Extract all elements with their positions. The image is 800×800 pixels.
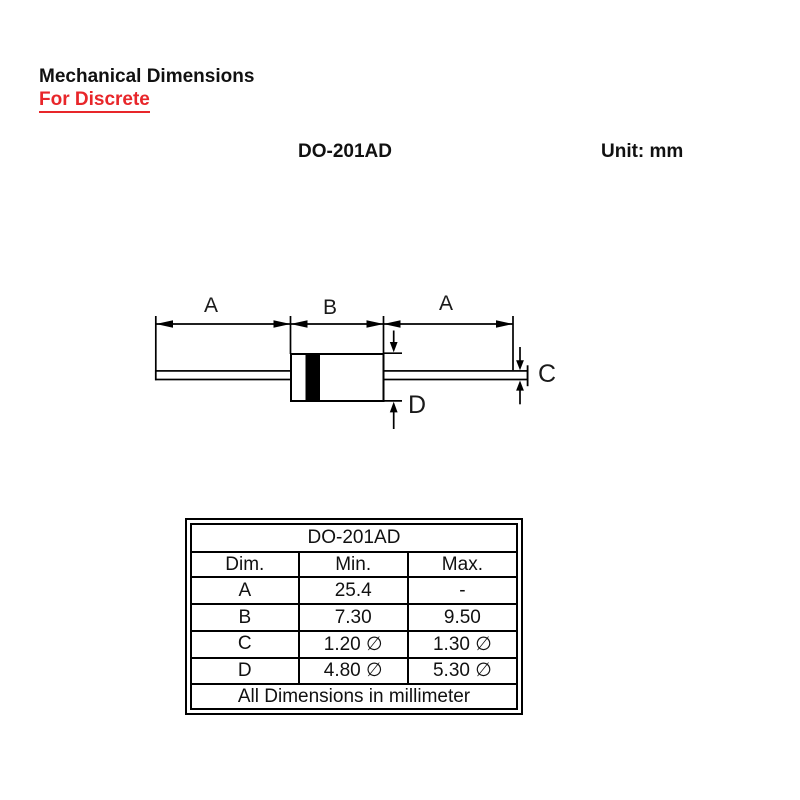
min-cell: 1.20 ∅ xyxy=(299,631,408,658)
max-cell: - xyxy=(408,577,517,604)
table-row xyxy=(191,658,517,685)
page-title: Mechanical Dimensions xyxy=(39,66,255,87)
diode-body-rect xyxy=(291,354,384,401)
dim-cell: B xyxy=(191,604,299,631)
lead-left xyxy=(156,371,291,380)
table-row xyxy=(191,604,517,631)
max-cell: 5.30 ∅ xyxy=(408,658,517,685)
dim-cell: C xyxy=(191,631,299,658)
dim-label-a-left: A xyxy=(203,294,218,317)
spec-table-header-row xyxy=(191,552,517,578)
page-subtitle: For Discrete xyxy=(39,90,150,113)
unit-label: Unit: mm xyxy=(601,141,684,162)
table-row xyxy=(191,631,517,658)
dim-cell: D xyxy=(191,658,299,685)
spec-col-header-dim: Dim. xyxy=(191,552,299,578)
spec-table-footer-row xyxy=(191,684,517,709)
spec-table-footer: All Dimensions in millimeter xyxy=(191,684,517,709)
table-row xyxy=(191,577,517,604)
dim-label-a-right: A xyxy=(438,292,453,315)
max-cell: 1.30 ∅ xyxy=(408,631,517,658)
spec-table-title-row xyxy=(191,524,517,552)
min-cell: 4.80 ∅ xyxy=(299,658,408,685)
cathode-band-rect xyxy=(306,354,321,401)
spec-col-header-min: Min. xyxy=(299,552,408,578)
spec-table-frame xyxy=(185,518,523,715)
spec-col-header-max: Max. xyxy=(408,552,517,578)
dim-label-d: D xyxy=(408,391,427,419)
dim-label-c: C xyxy=(538,360,557,388)
lead-right xyxy=(384,365,528,386)
max-cell: 9.50 xyxy=(408,604,517,631)
dim-label-b: B xyxy=(322,296,337,319)
diode-body xyxy=(291,354,384,401)
min-cell: 7.30 xyxy=(299,604,408,631)
dim-cell: A xyxy=(191,577,299,604)
spec-table-title: DO-201AD xyxy=(191,524,517,552)
spec-table xyxy=(190,523,518,710)
package-name-label: DO-201AD xyxy=(298,141,392,162)
min-cell: 25.4 xyxy=(299,577,408,604)
